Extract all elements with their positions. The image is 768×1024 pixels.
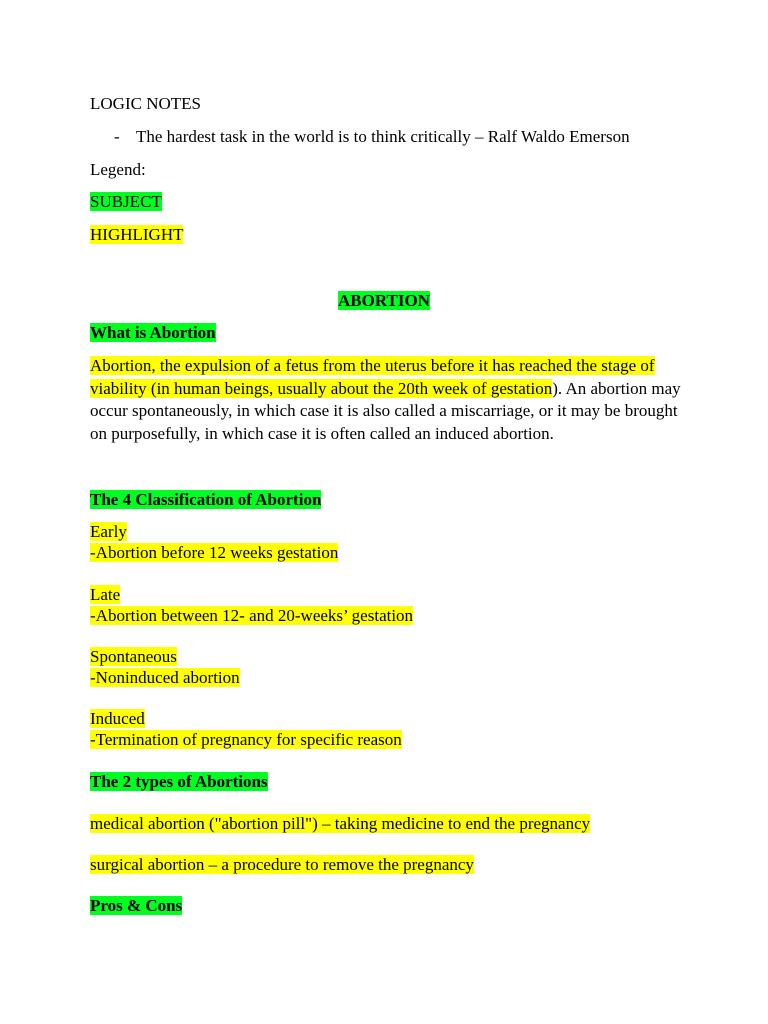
classification-desc: -Termination of pregnancy for specific reason <box>90 730 402 749</box>
classification-name: Induced <box>90 709 145 728</box>
type-surgical: surgical abortion – a procedure to remove the pregnancy <box>90 855 474 874</box>
definition-highlighted-text: Abortion, the expulsion of a fetus from the uterus before it has reached the stage of viability (in human beings, usually about the 20th week of gestation <box>90 356 655 398</box>
quote-bullet: - <box>114 127 120 146</box>
classification-name: Spontaneous <box>90 647 177 666</box>
classification-desc: -Abortion before 12 weeks gestation <box>90 543 339 562</box>
legend-subject: SUBJECT <box>90 192 162 211</box>
definition-rest-text: ). An abortion may occur spontaneously, in which case it is also called a miscarriage, or it may be brought on purposefully, in which case it is often called an induced abortion. <box>90 378 681 443</box>
classification-desc: -Noninduced abortion <box>90 668 240 687</box>
classification-heading: The 4 Classification of Abortion <box>90 490 322 509</box>
pros-cons-heading: Pros & Cons <box>90 896 183 915</box>
section-heading-abortion: ABORTION <box>338 291 430 310</box>
what-is-abortion-heading: What is Abortion <box>90 323 216 342</box>
classification-name: Late <box>90 585 121 604</box>
legend-label: Legend: <box>90 160 146 179</box>
legend-highlight: HIGHLIGHT <box>90 225 184 244</box>
type-medical: medical abortion ("abortion pill") – taking medicine to end the pregnancy <box>90 814 591 833</box>
document-title: LOGIC NOTES <box>90 94 201 113</box>
quote-text: The hardest task in the world is to think critically – Ralf Waldo Emerson <box>136 127 630 146</box>
definition-paragraph <box>90 355 690 445</box>
classification-name: Early <box>90 522 127 541</box>
classification-desc: -Abortion between 12- and 20-weeks’ gestation <box>90 606 414 625</box>
types-heading: The 2 types of Abortions <box>90 772 268 791</box>
